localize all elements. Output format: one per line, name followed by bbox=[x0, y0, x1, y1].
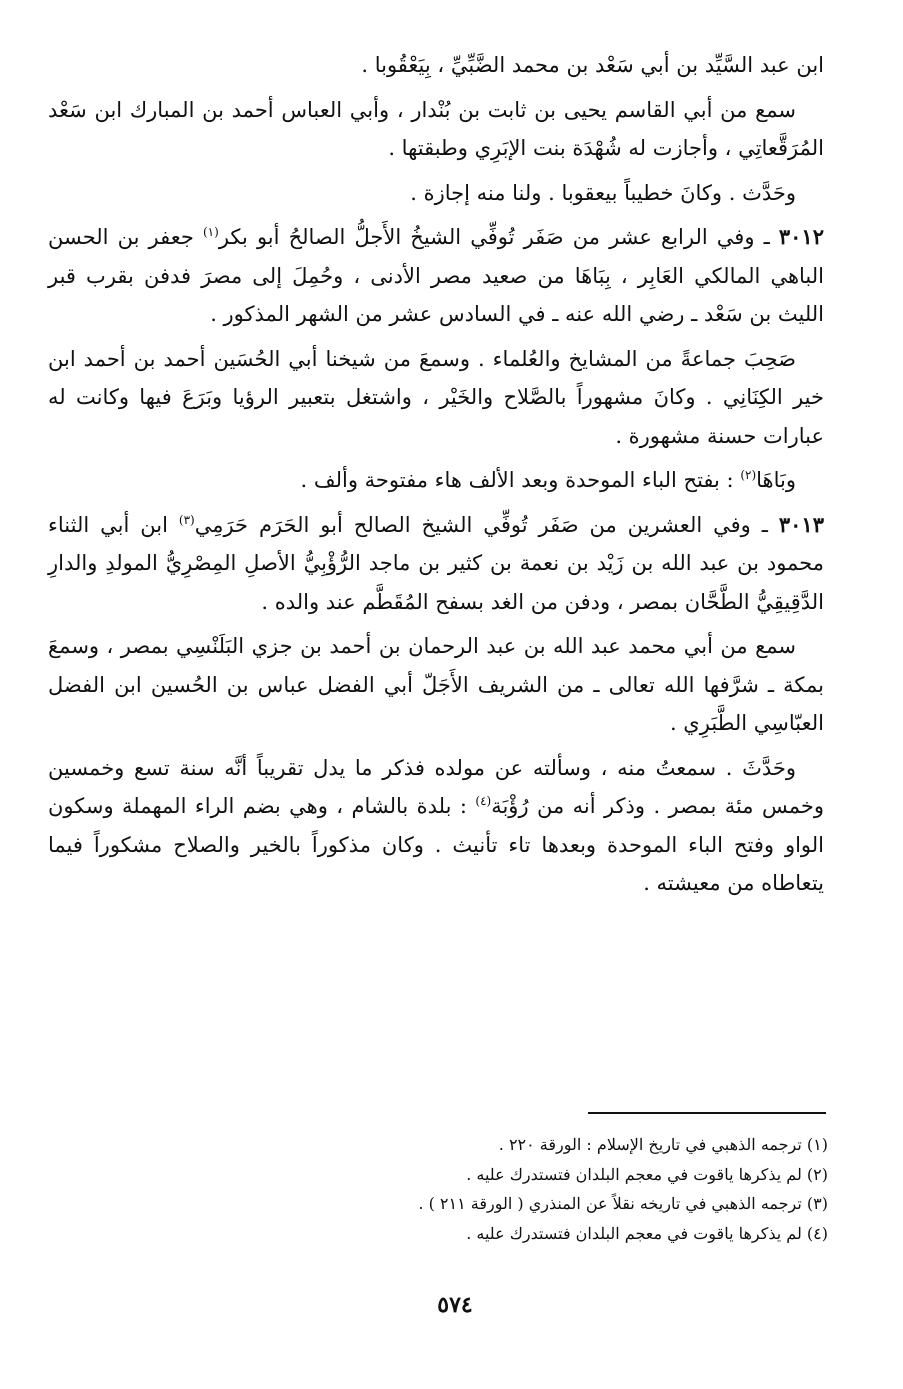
entry-number: ٣٠١٣ bbox=[778, 511, 824, 537]
footnote-separator bbox=[588, 1112, 826, 1114]
main-text bbox=[48, 46, 824, 909]
paragraph-bahah: وبَاهَا$^{(٢)}$ : بفتح الباء الموحدة وبعد الألف هاء مفتوحة وألف . bbox=[300, 468, 796, 492]
footnote-marker: (٤) bbox=[475, 794, 492, 808]
footnote-3: (٣) ترجمه الذهبي في تاريخه نقلاً عن المنذري ( الورقة ٢١١ ) . bbox=[418, 1194, 828, 1213]
entry-3013 bbox=[48, 506, 824, 622]
paragraph-sahiba: صَحِبَ جماعةً من المشايخ والعُلماء . وسمعَ من شيخنا أبي الحُسَين أحمد بن أحمد ابن خير الكِنَانِي . وكانَ مشهوراً بالصَّلاح والخَيْر ، واشتغل بتعبير الرؤيا وبَرَعَ فيها وكانت له عبارات حسنة مشهورة . bbox=[48, 346, 824, 448]
bahah-word: وبَاهَا bbox=[756, 468, 796, 492]
paragraph-sama-2: سمع من أبي محمد عبد الله بن عبد الرحمان بن أحمد بن جزي البَلَنْسِي بمصر ، وسمعَ بمكة ـ شرَّفها الله تعالى ـ من الشريف الأَجَلّ أبي الفضل عباس بن الحُسين ابن الفضل العبّاسِي الطَّبَرِي . bbox=[48, 634, 824, 735]
paragraph-haddatha-2-b: : بلدة بالشام ، وهي بضم الراء المهملة وسكون الواو وفتح الباء الموحدة وبعدها تاء تأنيث . وكان مذكوراً بالخير والصلاح مشكوراً فيما يتعاطاه من معيشته . bbox=[48, 794, 824, 895]
entry-body-text: ابن أبي الثناء محمود بن عبد الله بن زَيْد بن نعمة بن كثير بن ماجد الرُّؤْبِيُّ الأصلِ المِصْرِيُّ المولدِ والدارِ الدَّقِيقِيُّ الطَّحَّان بمصر ، ودفن من الغد بسفح المُقَطَّم عند bbox=[48, 512, 824, 614]
footnote-marker: (٢) bbox=[740, 468, 757, 482]
entry-closing-text: المذكور . bbox=[210, 302, 290, 326]
entry-heading-text: ـ وفي العشرين من صَفَر تُوفِّي الشيخ الصالح أبو الحَرَم حَرَمِي bbox=[194, 512, 768, 537]
paragraph-haddatha-2-a: وحَدَّثَ . سمعتُ منه ، وسألته عن مولده فذكر ما يدل تقريباً أنَّه سنة تسع وخمسين وخمس مئة بمصر . وذكر أنه من رُؤْبَة bbox=[48, 755, 824, 818]
footnote-4: (٤) لم يذكرها ياقوت في معجم البلدان فتستدرك عليه . bbox=[466, 1223, 828, 1243]
footnote-1: (١) ترجمه الذهبي في تاريخ الإسلام : الورقة ٢٢٠ . bbox=[498, 1135, 828, 1154]
bahah-explanation: بفتح الباء الموحدة وبعد الألف هاء مفتوحة وألف . bbox=[300, 468, 720, 492]
paragraph-haddatha-2 bbox=[48, 749, 824, 903]
paragraph-opening-line: ابن عبد السَّيِّد بن أبي سَعْد بن محمد الضَّبِّيِّ ، بِيَعْقُوبا . bbox=[361, 53, 824, 77]
entry-body-text: جعفر بن الحسن الباهي المالكي العَابِر ، بِبَاهَا من صعيد مصر الأدنى ، وحُمِلَ إلى مصرَ فدفن بقرب قبر الليث بن سَعْد ـ رضي الله عنه ـ في السادس عشر من الشهر bbox=[48, 225, 824, 326]
entry-number: ٣٠١٢ bbox=[778, 224, 824, 249]
footnotes bbox=[250, 1130, 828, 1248]
footnote-marker: (١) bbox=[202, 225, 219, 239]
entry-heading-text: ـ وفي الرابع عشر من صَفَر تُوفِّي الشيخُ الأَجلُّ الصالحُ أبو بكر bbox=[218, 225, 770, 249]
entry-3012 bbox=[48, 218, 824, 334]
paragraph-sama: سمع من أبي القاسم يحيى بن ثابت بن بُنْدار ، وأبي العباس أحمد بن المبارك ابن سَعْد المُرَقَّعاتِي ، وأجازت له شُهْدَة بنت الإبَرِي وطبقتها . bbox=[48, 97, 824, 160]
footnote-2: (٢) لم يذكرها ياقوت في معجم البلدان فتستدرك عليه . bbox=[466, 1164, 828, 1184]
page-number: ٥٧٤ bbox=[437, 1292, 473, 1318]
paragraph-haddatha: وحَدَّث . وكانَ خطيباً بيعقوبا . ولنا منه إجازة . bbox=[410, 180, 796, 205]
footnote-marker: (٣) bbox=[178, 512, 195, 527]
entry-closing-text: والده . bbox=[261, 589, 320, 614]
